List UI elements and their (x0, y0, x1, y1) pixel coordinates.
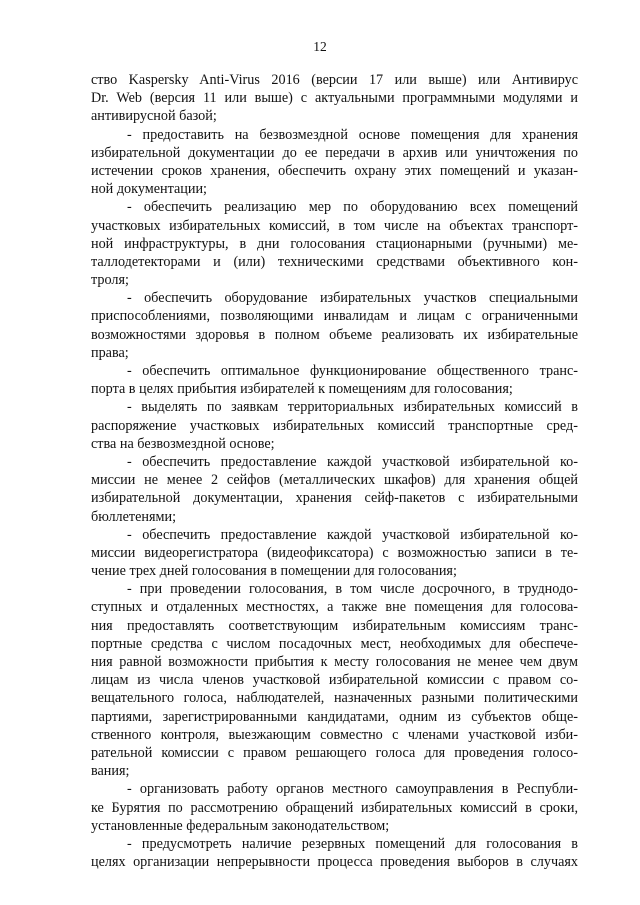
text-line: ступных и отдаленных местностях, а также вне помещения для голосова- (91, 599, 578, 616)
text-line: ной документации; (91, 181, 207, 198)
text-line: - выделять по заявкам территориальных избирательных комиссий в (127, 399, 578, 416)
text-line: таллодетекторами и (или) техническими средствами объективного кон- (91, 253, 578, 270)
text-line: вещательного голоса, наблюдателей, назначенных разными политическими (91, 690, 578, 707)
text-line: партиями, зарегистрированными кандидатами, одним из субъектов обще- (91, 708, 578, 725)
text-line: рательной комиссии с правом решающего голоса для проведения голосо- (91, 744, 578, 761)
text-line: ство Kaspersky Anti-Virus 2016 (версии 17 или выше) или Антивирус (91, 72, 578, 88)
text-line: ния равной возможности прибытия к месту голосования не менее чем двум (91, 654, 578, 670)
text-line: - предоставить на безвозмездной основе помещения для хранения (127, 126, 578, 143)
text-line: бюллетенями; (91, 508, 177, 525)
text-line: установленные федеральным законодательством; (91, 817, 390, 834)
text-line: миссии не менее 2 сейфов (металлических шкафов) для хранения общей (91, 472, 578, 489)
text-line: истечении сроков хранения, обеспечить охрану этих помещений и указан- (91, 162, 578, 179)
text-line: - обеспечить предоставление каждой участковой избирательной ко- (127, 526, 578, 543)
body-text (91, 71, 578, 871)
text-line: ства на безвозмездной основе; (91, 435, 275, 452)
text-line: - при проведении голосования, в том числе досрочного, в труднодо- (127, 581, 578, 598)
text-line: приспособлениями, позволяющими инвалидам и лицам с ограниченными (91, 308, 578, 325)
text-line: порта в целях прибытия избирателей к помещениям для голосования; (91, 381, 513, 398)
text-line: - обеспечить предоставление каждой участковой избирательной ко- (127, 453, 578, 470)
text-line: возможностями здоровья в полном объеме реализовать их избирательные (91, 326, 578, 343)
text-line: чение трех дней голосования в помещении для голосования; (91, 563, 457, 580)
text-line: распоряжение участковых избирательных комиссий транспортные сред- (91, 417, 578, 434)
text-line: ственного контроля, выезжающим совместно с членами участковой изби- (91, 726, 578, 743)
text-line: - обеспечить реализацию мер по оборудованию всех помещений (127, 199, 578, 216)
text-line: - предусмотреть наличие резервных помещений для голосования в (127, 835, 578, 852)
text-line: лицам из числа членов участковой избирательной комиссии с правом со- (91, 672, 578, 689)
page-number: 12 (313, 39, 327, 54)
text-line: избирательной документации, хранения сейф-пакетов с избирательными (91, 490, 578, 507)
text-line: - обеспечить оборудование избирательных участков специальными (127, 290, 578, 307)
text-line: - организовать работу органов местного самоуправления в Республи- (127, 781, 578, 798)
text-line: ной инфраструктуры, в дни голосования стационарными (ручными) ме- (91, 235, 578, 252)
text-line: вания; (91, 763, 130, 780)
text-line: Dr. Web (версия 11 или выше) с актуальными программными модулями и (91, 90, 578, 107)
text-line: права; (91, 344, 129, 361)
text-line: - обеспечить оптимальное функционирование общественного транс- (127, 363, 578, 379)
text-line: ния предоставлять соответствующим избирательным комиссиям транс- (91, 617, 578, 634)
text-line: миссии видеорегистратора (видеофиксатора) с возможностью записи в те- (91, 544, 578, 561)
text-line: избирательной документации до ее передачи в архив или уничтожения по (91, 144, 578, 161)
text-line: портные средства с числом посадочных мест, необходимых для обеспече- (91, 635, 578, 652)
text-line: троля; (91, 272, 129, 289)
text-line: антивирусной базой; (91, 108, 217, 125)
text-line: ке Бурятия по рассмотрению обращений избирательных комиссий в сроки, (91, 799, 578, 816)
text-line: участковых избирательных комиссий, в том числе на объектах транспорт- (91, 217, 578, 234)
text-line: целях организации непрерывности процесса проведения выборов в случаях (91, 854, 578, 871)
